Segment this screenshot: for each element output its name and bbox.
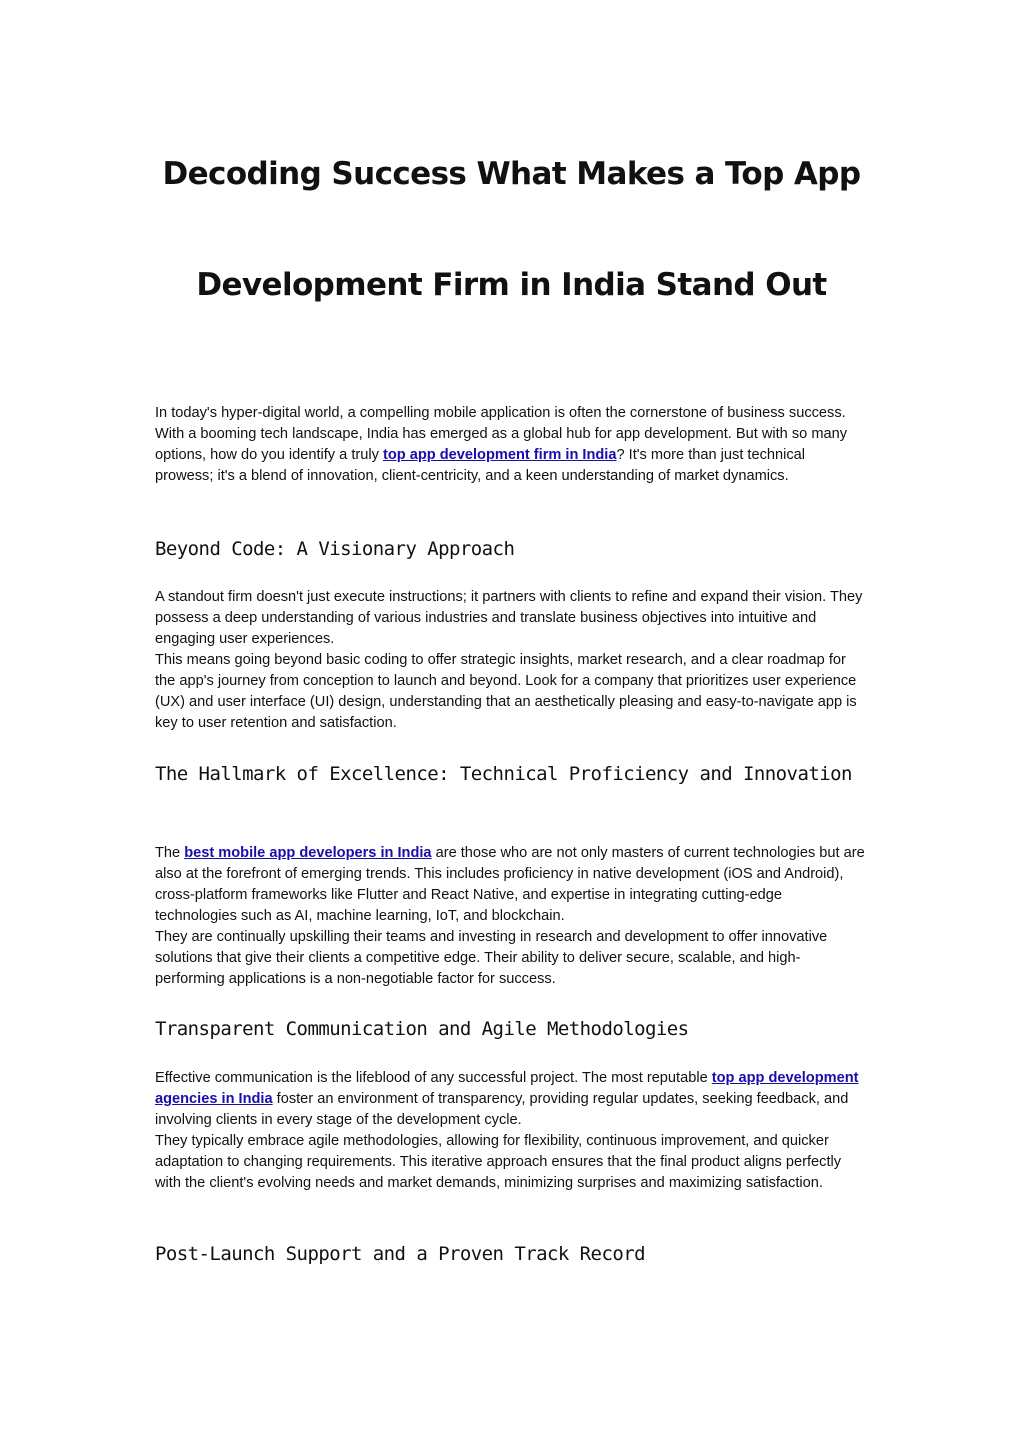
intro-text-after-link: ? It's more than just technical prowess; it's a blend of innovation, client-centricity, and a keen understanding of market dynamics. [155,447,806,484]
section-heading: The Hallmark of Excellence: Technical Proficiency and Innovation [155,763,852,785]
intro-block [155,403,867,487]
link-best-mobile-app-developers[interactable]: best mobile app developers in India [184,845,432,861]
link-top-app-development-agencies[interactable]: top app development agencies in India [155,1070,859,1107]
section-heading: Post-Launch Support and a Proven Track Record [155,1243,646,1265]
section-paragraph: A standout firm doesn't just execute instructions; it partners with clients to refine and expand their vision. They possess a deep understanding of various industries and translate business objectives into intuitive and engaging user experiences. [155,589,863,647]
intro-text-before-link: In today's hyper-digital world, a compelling mobile application is often the cornerstone of business success. With a booming tech landscape, India has emerged as a global hub for app development. But with so many options, how do you identify a truly [155,405,847,463]
section-heading: Beyond Code: A Visionary Approach [155,538,515,560]
page-title-line-2: Development Firm in India Stand Out [196,267,827,303]
section-text-after-link: are those who are not only masters of current technologies but are also at the forefront of emerging trends. This includes proficiency in native development (iOS and Android), cross-platform frameworks like Flutter and React Native, and expertise in integrating cutting-edge technologies such as AI, machine learning, IoT, and blockchain. [155,845,865,924]
section-visionary-body [155,587,867,734]
section-paragraph: This means going beyond basic coding to offer strategic insights, market research, and a clear roadmap for the app's journey from conception to launch and beyond. Look for a company that prioritizes user experience (UX) and user interface (UI) design, understanding that an aesthetically pleasing and easy-to-navigate app is key to user retention and satisfaction. [155,652,857,731]
section-paragraph: They typically embrace agile methodologies, allowing for flexibility, continuous improvement, and quicker adaptation to changing requirements. This iterative approach ensures that the final product aligns perfectly with the client's evolving needs and market demands, minimizing surprises and maximizing satisfaction. [155,1133,842,1191]
section-technical-proficiency [155,759,867,789]
section-communication-body [155,1068,867,1194]
page-title-line-1: Decoding Success What Makes a Top App [162,156,861,192]
section-text-before-link: The [155,845,185,861]
section-transparent-communication [155,1014,867,1044]
section-visionary-approach [155,534,867,564]
intro-paragraph [155,403,867,487]
section-paragraph [155,1068,867,1131]
section-text-before-link: Effective communication is the lifeblood of any successful project. The most reputable [155,1070,712,1086]
section-heading: Transparent Communication and Agile Methodologies [155,1018,689,1040]
link-top-app-development-firm[interactable]: top app development firm in India [382,447,617,463]
section-paragraph [155,843,867,927]
section-post-launch-support [155,1239,867,1269]
section-paragraph: They are continually upskilling their teams and investing in research and development to offer innovative solutions that give their clients a competitive edge. Their ability to deliver secure, scalable, and high-performing applications is a non-negotiable factor for success. [155,929,828,987]
section-text-after-link: foster an environment of transparency, providing regular updates, seeking feedback, and involving clients in every stage of the development cycle. [155,1091,849,1128]
section-technical-body [155,843,867,990]
